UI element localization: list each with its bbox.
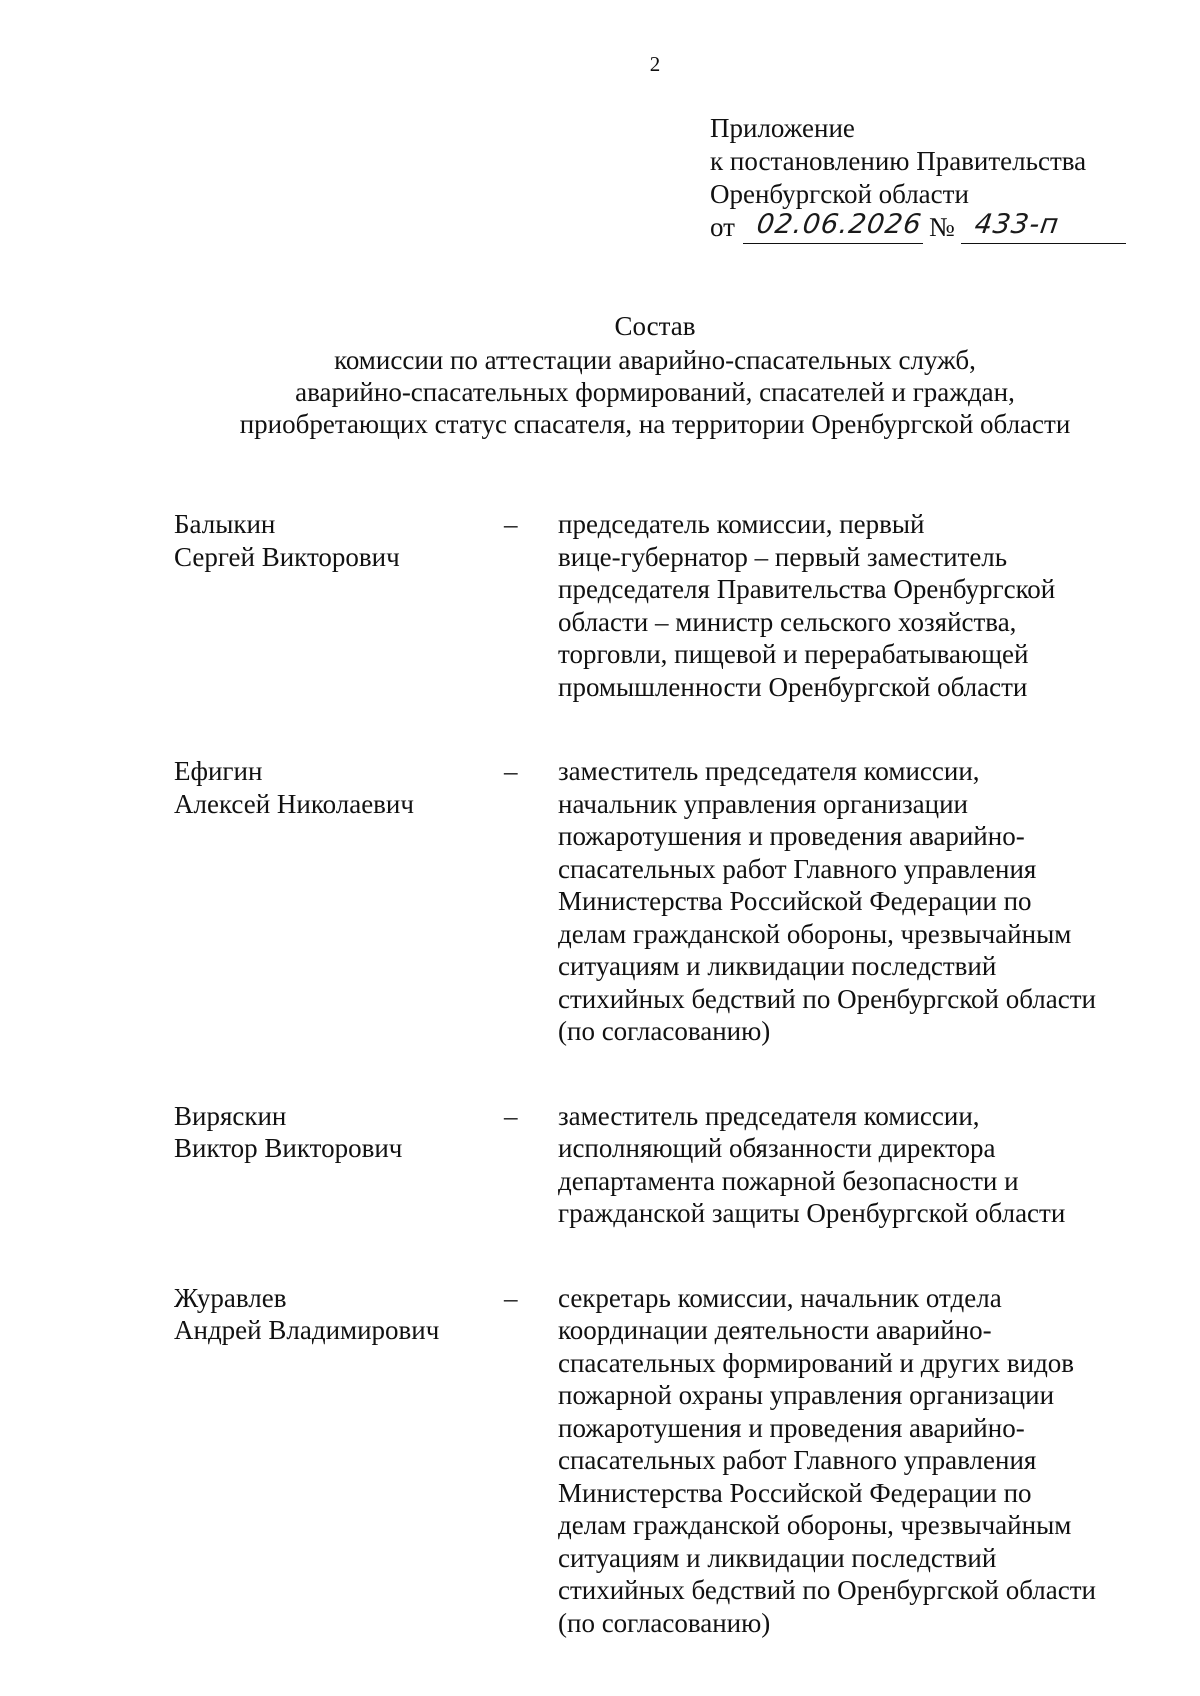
member-role-line: вице-губернатор – первый заместитель <box>558 541 1008 572</box>
member-row <box>174 1100 1124 1230</box>
member-role-line: заместитель председателя комиссии, <box>558 756 980 786</box>
member-given-name: Алексей Николаевич <box>174 788 414 819</box>
member-role-line: ситуациям и ликвидации последствий <box>558 951 997 981</box>
appendix-header <box>710 112 1126 244</box>
appendix-resolution-ref: к постановлению Правительства <box>710 146 1087 176</box>
number-sign: № <box>928 212 955 242</box>
member-role-line: департамента пожарной безопасности и <box>558 1165 1019 1196</box>
member-role-line: области – министр сельского хозяйства, <box>558 606 1017 637</box>
member-role-line: стихийных бедствий по Оренбургской области <box>558 983 1096 1014</box>
member-role-line: делам гражданской обороны, чрезвычайным <box>558 1510 1072 1540</box>
member-role-line: спасательных работ Главного управления <box>558 853 1037 884</box>
member-surname: Балыкин <box>174 509 276 539</box>
member-name <box>174 508 504 703</box>
number-field <box>961 209 1126 244</box>
member-role-line: исполняющий обязанности директора <box>558 1133 996 1163</box>
title-line-2: аварийно-спасательных формирований, спасателей и граждан, <box>295 377 1015 407</box>
member-role <box>558 1100 1103 1230</box>
member-given-name: Виктор Викторович <box>174 1133 403 1163</box>
member-given-name: Андрей Владимирович <box>174 1315 440 1345</box>
member-role <box>558 508 1103 703</box>
member-role-line: делам гражданской обороны, чрезвычайным <box>558 918 1072 949</box>
member-surname: Виряскин <box>174 1100 287 1131</box>
title-heading: Состав <box>614 311 696 341</box>
member-role-line: председателя Правительства Оренбургской <box>558 574 1056 604</box>
appendix-region: Оренбургской области <box>710 179 969 209</box>
member-role-line: торговли, пищевой и перерабатывающей <box>558 639 1029 669</box>
member-name <box>174 755 504 1048</box>
member-role <box>558 755 1103 1048</box>
member-dash: – <box>504 756 518 786</box>
member-role-line: пожарной охраны управления организации <box>558 1380 1055 1410</box>
member-role-line: пожаротушения и проведения аварийно- <box>558 1412 1025 1443</box>
title-line-3: приобретающих статус спасателя, на территории Оренбургской области <box>239 409 1071 439</box>
member-dash: – <box>504 509 518 539</box>
member-surname: Ефигин <box>174 756 263 786</box>
document-title <box>0 310 1200 440</box>
member-role-line: координации деятельности аварийно- <box>558 1315 992 1345</box>
page-number: 2 <box>649 52 661 76</box>
member-surname: Журавлев <box>174 1282 287 1313</box>
member-role-line: пожаротушения и проведения аварийно- <box>558 821 1025 851</box>
handwritten-date: 02.06.2026 <box>754 209 924 240</box>
member-role-line: спасательных работ Главного управления <box>558 1445 1037 1475</box>
member-dash: – <box>504 1282 518 1313</box>
member-name <box>174 1100 504 1230</box>
member-role-line: ситуациям и ликвидации последствий <box>558 1542 997 1573</box>
member-name <box>174 1282 504 1640</box>
member-row <box>174 508 1124 703</box>
member-role-line: начальник управления организации <box>558 788 969 819</box>
member-row <box>174 1282 1124 1640</box>
member-role-line: секретарь комиссии, начальник отдела <box>558 1282 1002 1313</box>
member-given-name: Сергей Викторович <box>174 541 400 572</box>
members-list <box>174 508 1124 1691</box>
member-role-line: председатель комиссии, первый <box>558 509 925 539</box>
member-role-line: заместитель председателя комиссии, <box>558 1100 980 1131</box>
handwritten-number: 433-п <box>972 209 1061 240</box>
member-role-line: гражданской защиты Оренбургской области <box>558 1198 1066 1228</box>
member-dash: – <box>504 1100 518 1131</box>
member-role-line: промышленности Оренбургской области <box>558 671 1028 702</box>
member-role-line: (по согласованию) <box>558 1607 771 1638</box>
member-role-line: стихийных бедствий по Оренбургской области <box>558 1575 1096 1605</box>
member-role <box>558 1282 1103 1640</box>
appendix-date-number-line <box>710 211 1126 244</box>
title-line-1: комиссии по аттестации аварийно-спасательных служб, <box>334 345 976 375</box>
member-row <box>174 755 1124 1048</box>
date-field <box>743 209 924 244</box>
appendix-label: Приложение <box>710 113 855 143</box>
member-role-line: спасательных формирований и других видов <box>558 1347 1075 1378</box>
member-role-line: (по согласованию) <box>558 1016 771 1046</box>
from-label: от <box>710 212 735 242</box>
member-role-line: Министерства Российской Федерации по <box>558 1477 1032 1508</box>
member-role-line: Министерства Российской Федерации по <box>558 886 1032 916</box>
